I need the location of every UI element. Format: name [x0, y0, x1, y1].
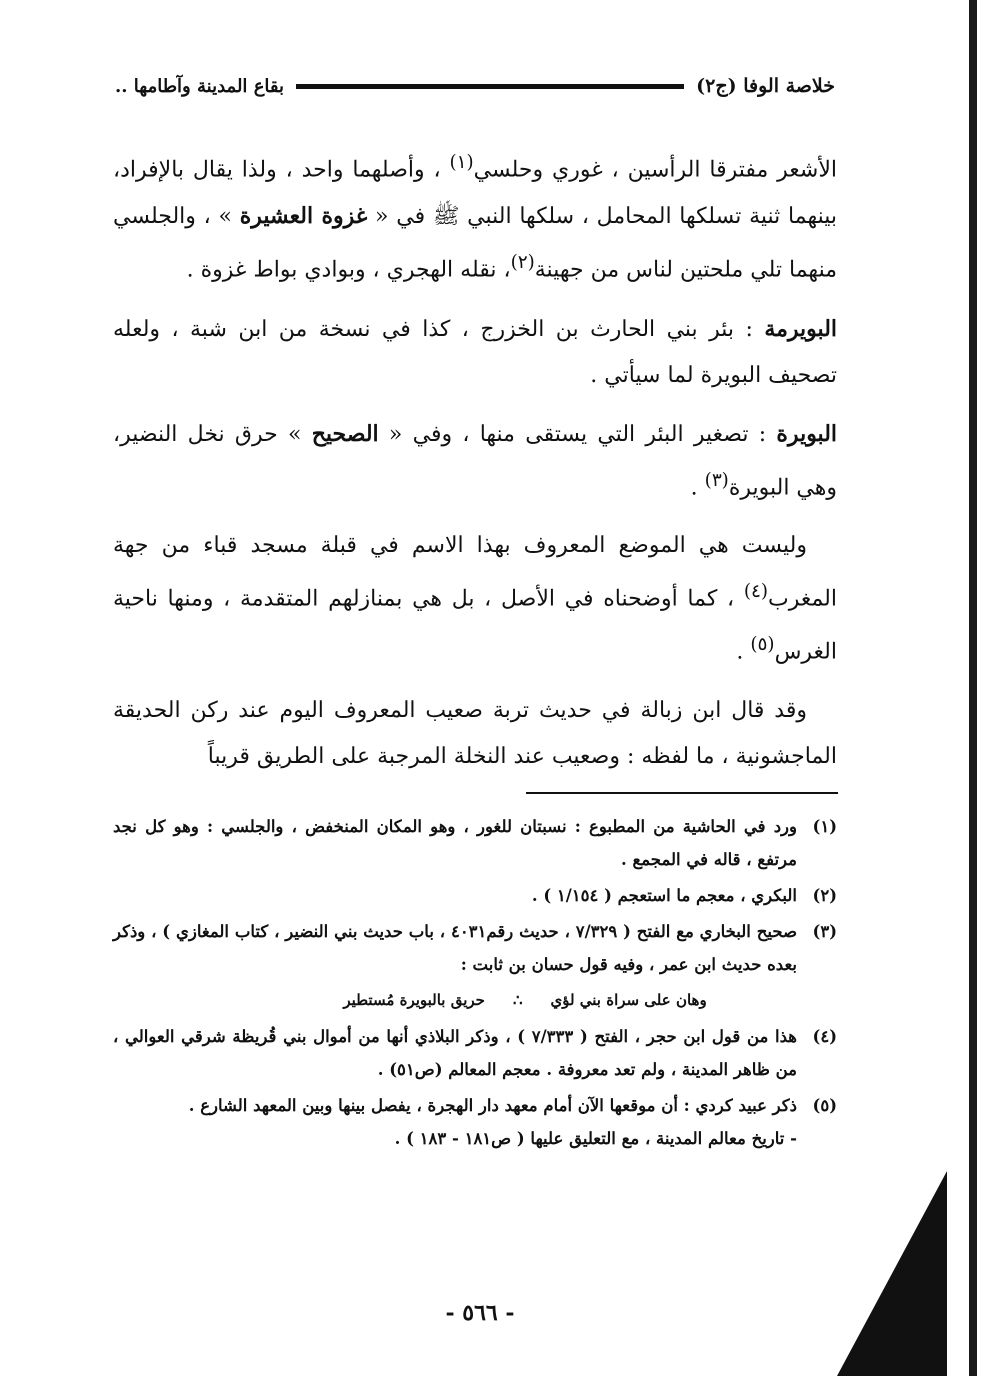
footnote-text: صحيح البخاري مع الفتح ( ٧/٣٢٩ ، حديث رقم٤٠٣١ ، باب حديث بني النضير ، كتاب المغازي ) ، وذكر بعده حديث ابن عمر ، وفيه قول حسان بن ثابت :: [113, 922, 797, 974]
footnote-number: (٤): [812, 1027, 837, 1046]
paragraph-5: [113, 688, 837, 780]
paragraph-3-bold: الصحيح: [311, 420, 379, 447]
paragraph-1-text-b: ، وأصلهما واحد ، ولذا يقال بالإفراد، بينهما ثنية تسلكها المحامل ، سلكها النبي ﷺ في «: [113, 157, 837, 230]
footnote-number: (١): [812, 817, 837, 836]
paragraph-4-text-c: .: [736, 639, 751, 665]
verse-second-hemistich: حريق بالبويرة مُستطير: [343, 991, 485, 1009]
footnote-number: (٥): [812, 1096, 837, 1115]
footnote-5: [113, 1089, 837, 1155]
footnote-ref-2: (٢): [510, 252, 535, 274]
book-title: خلاصة الوفا (ج٢): [696, 75, 835, 97]
footnote-ref-5: (٥): [750, 634, 775, 656]
page-number: - ٥٦٦ -: [445, 1300, 515, 1326]
paragraph-3-text-c: .: [690, 474, 705, 500]
footnote-ref-3: (٣): [704, 469, 729, 491]
paragraph-4: [113, 523, 837, 676]
footnote-1: [113, 810, 837, 876]
verse-separator: ∴: [512, 991, 523, 1009]
main-text: [113, 140, 837, 792]
paragraph-1-text-d: ، نقله الهجري ، وبوادي بواط غزوة .: [186, 257, 511, 283]
footnote-text: هذا من قول ابن حجر ، الفتح ( ٧/٣٣٣ ) ، وذكر البلاذي أنها من أموال بني قُريظة شرقي العوالي ، من ظاهر المدينة ، ولم تعد معروفة . معجم المعالم (ص٥١) .: [113, 1027, 797, 1079]
section-title: بقاع المدينة وآطامها ..: [115, 75, 285, 97]
poem-verse: [113, 984, 837, 1017]
paragraph-3-text-b: » حرق نخل النضير، وهي البويرة: [113, 421, 837, 500]
entry-term-buwayrama: البويرمة: [764, 315, 838, 342]
footnote-number: (٣): [812, 922, 837, 941]
footnotes: [113, 810, 837, 1158]
footnote-text-wrapper: [113, 1089, 797, 1155]
running-header: [115, 66, 835, 106]
page-edge-bar: [969, 0, 977, 1376]
footnote-text-continued: - تاريخ معالم المدينة ، مع التعليق عليها ( ص١٨١ - ١٨٣ ) .: [394, 1129, 797, 1148]
verse-first-hemistich: وهان على سراة بني لؤي: [550, 991, 707, 1009]
footnote-text: البكري ، معجم ما استعجم ( ١/١٥٤ ) .: [531, 886, 797, 905]
footnote-4: [113, 1020, 837, 1086]
paragraph-2-text: : بئر بني الحارث بن الخزرج ، كذا في نسخة من ابن شبة ، ولعله تصحيف البويرة لما سيأتي .: [113, 316, 837, 388]
footnote-text: ورد في الحاشية من المطبوع : نسبتان للغور ، وهو المكان المنخفض ، والجلسي : وهو كل نجد مرتفع ، قاله في المجمع .: [113, 817, 797, 869]
paragraph-1-text-c: » ، والجلسي منهما تلي ملحتين لناس من جهينة: [113, 204, 837, 283]
paragraph-4-text-a: وليست هي الموضع المعروف بهذا الاسم في قبلة مسجد قباء من جهة المغرب: [113, 532, 837, 612]
paragraph-3-text-a: : تصغير البئر التي يستقى منها ، وفي «: [378, 421, 777, 447]
paragraph-5-text: وقد قال ابن زبالة في حديث تربة صعيب المعروف اليوم عند ركن الحديقة الماجشونية ، ما لفظه : وصعيب عند النخلة المرجبة على الطريق قريباً: [113, 697, 837, 769]
header-rule: [296, 84, 684, 89]
paragraph-2: [113, 306, 837, 399]
footnote-separator: [526, 792, 838, 794]
footnote-ref-1: (١): [449, 152, 474, 173]
footnote-3: [113, 915, 837, 981]
footnote-text: ذكر عبيد كردي : أن موقعها الآن أمام معهد دار الهجرة ، يفصل بينها وبين المعهد الشارع .: [188, 1096, 797, 1115]
paragraph-1: [113, 140, 837, 294]
paragraph-1-text-a: الأشعر مفترقا الرأسين ، غوري وحلسي: [473, 157, 838, 183]
paragraph-3: [113, 411, 837, 511]
paragraph-1-bold: غزوة العشيرة: [239, 203, 368, 230]
footnote-number: (٢): [812, 886, 837, 905]
entry-term-buwayra: البويرة: [776, 420, 838, 447]
page-corner-fold: [837, 1171, 947, 1376]
footnote-2: [113, 879, 837, 912]
footnote-ref-4: (٤): [743, 580, 768, 602]
paragraph-4-text-b: ، كما أوضحناه في الأصل ، بل هي بمنازلهم المتقدمة ، ومنها ناحية الغرس: [113, 586, 837, 665]
